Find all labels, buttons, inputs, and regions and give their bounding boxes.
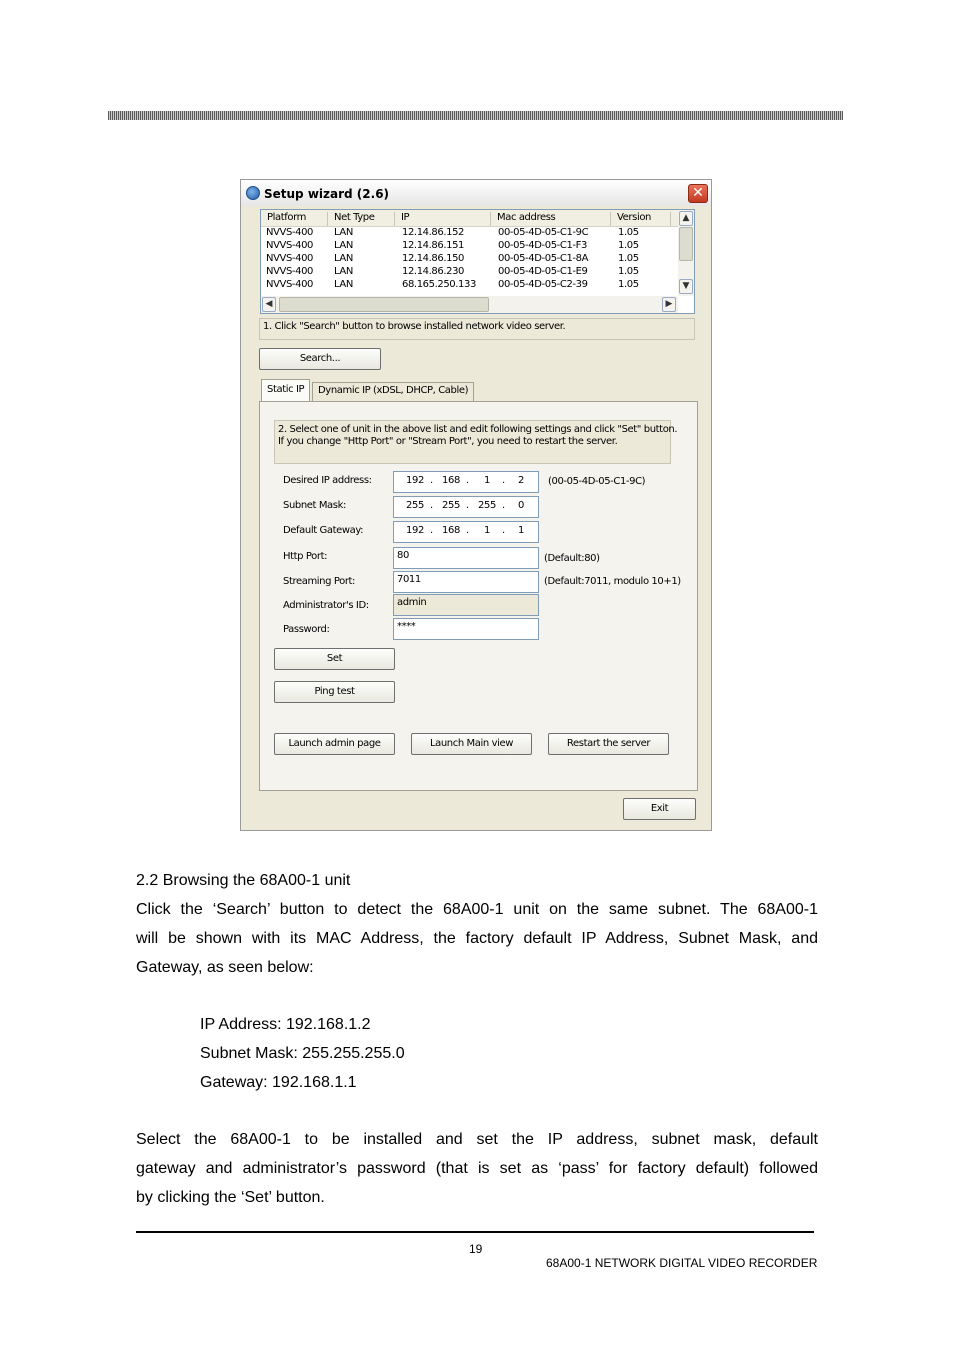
ip-octet-3: 1 bbox=[484, 475, 490, 486]
cell-net-type: LAN bbox=[334, 266, 353, 277]
step2-instruction bbox=[274, 420, 678, 464]
list-row[interactable] bbox=[261, 253, 678, 266]
section-heading: 2.2 Browsing the 68A00-1 unit bbox=[136, 872, 351, 889]
scroll-left-icon[interactable]: ◀ bbox=[262, 297, 276, 312]
setup-wizard-dialog bbox=[240, 179, 712, 831]
default-mask-line: Subnet Mask: 255.255.255.0 bbox=[200, 1045, 405, 1062]
list-row[interactable] bbox=[261, 279, 678, 292]
page-number: 19 bbox=[469, 1242, 483, 1256]
http-port-label: Http Port: bbox=[283, 551, 328, 562]
subnet-mask-label: Subnet Mask: bbox=[283, 500, 346, 511]
column-mac-address[interactable]: Mac address bbox=[491, 212, 611, 226]
cell-net-type: LAN bbox=[334, 253, 353, 264]
cell-platform: NVVS-400 bbox=[266, 240, 314, 251]
footer-product-name: 68A00-1 NETWORK DIGITAL VIDEO RECORDER bbox=[546, 1256, 818, 1270]
mask-octet-2: 255 bbox=[442, 500, 460, 511]
column-ip[interactable]: IP bbox=[395, 212, 491, 226]
scroll-up-icon[interactable]: ▲ bbox=[679, 211, 693, 226]
cell-version: 1.05 bbox=[618, 266, 639, 277]
exit-button[interactable]: Exit bbox=[623, 798, 696, 820]
tab-dynamic-ip[interactable]: Dynamic IP (xDSL, DHCP, Cable) bbox=[312, 382, 474, 401]
streaming-port-input[interactable]: 7011 bbox=[393, 571, 539, 593]
ip-octet-4: 2 bbox=[518, 475, 524, 486]
ping-test-button[interactable]: Ping test bbox=[274, 681, 395, 703]
cell-ip: 68.165.250.133 bbox=[402, 279, 476, 290]
footer-rule bbox=[136, 1231, 814, 1233]
list-row[interactable] bbox=[261, 266, 678, 279]
streaming-port-hint: (Default:7011, modulo 10+1) bbox=[544, 576, 681, 587]
admin-id-label: Administrator's ID: bbox=[283, 600, 369, 611]
list-row[interactable] bbox=[261, 227, 678, 240]
launch-main-view-button[interactable]: Launch Main view bbox=[411, 733, 532, 755]
step2-line-2: If you change "Http Port" or "Stream Port", you need to restart the server. bbox=[278, 436, 618, 447]
paragraph-select bbox=[136, 1125, 818, 1212]
mask-octet-1: 255 bbox=[406, 500, 424, 511]
paragraph-line: by clicking the ‘Set’ button. bbox=[136, 1189, 325, 1206]
cell-ip: 12.14.86.152 bbox=[402, 227, 464, 238]
gateway-octet-2: 168 bbox=[442, 525, 460, 536]
vertical-scrollbar[interactable] bbox=[678, 210, 694, 296]
ip-address-input[interactable] bbox=[393, 471, 539, 493]
octet-separator: . bbox=[466, 525, 469, 536]
cell-platform: NVVS-400 bbox=[266, 266, 314, 277]
column-net-type[interactable]: Net Type bbox=[328, 212, 395, 226]
cell-ip: 12.14.86.150 bbox=[402, 253, 464, 264]
ip-address-label: Desired IP address: bbox=[283, 475, 372, 486]
cell-version: 1.05 bbox=[618, 253, 639, 264]
password-label: Password: bbox=[283, 624, 330, 635]
gateway-octet-3: 1 bbox=[484, 525, 490, 536]
default-ip-line: IP Address: 192.168.1.2 bbox=[200, 1016, 371, 1033]
admin-id-input[interactable]: admin bbox=[393, 594, 539, 616]
cell-net-type: LAN bbox=[334, 279, 353, 290]
ip-octet-2: 168 bbox=[442, 475, 460, 486]
default-gateway-input[interactable] bbox=[393, 521, 539, 543]
default-gateway-label: Default Gateway: bbox=[283, 525, 364, 536]
cell-net-type: LAN bbox=[334, 227, 353, 238]
cell-mac-address: 00-05-4D-05-C1-F3 bbox=[498, 240, 587, 251]
cell-version: 1.05 bbox=[618, 279, 639, 290]
restart-server-button[interactable]: Restart the server bbox=[548, 733, 669, 755]
http-port-input[interactable]: 80 bbox=[393, 547, 539, 569]
cell-mac-address: 00-05-4D-05-C1-8A bbox=[498, 253, 589, 264]
password-input[interactable]: **** bbox=[393, 618, 539, 640]
close-icon[interactable]: ✕ bbox=[688, 184, 708, 203]
list-row[interactable] bbox=[261, 240, 678, 253]
paragraph-search bbox=[136, 895, 818, 982]
cell-ip: 12.14.86.230 bbox=[402, 266, 464, 277]
octet-separator: . bbox=[502, 475, 505, 486]
cell-version: 1.05 bbox=[618, 227, 639, 238]
scroll-down-icon[interactable]: ▼ bbox=[679, 279, 693, 294]
step2-line-1: 2. Select one of unit in the above list and edit following settings and click "Set" button. bbox=[278, 424, 678, 435]
paragraph-line: Gateway, as seen below: bbox=[136, 959, 314, 976]
octet-separator: . bbox=[502, 500, 505, 511]
horizontal-scrollbar[interactable] bbox=[261, 296, 678, 313]
cell-mac-address: 00-05-4D-05-C1-E9 bbox=[498, 266, 588, 277]
paragraph-line: Select the 68A00-1 to be installed and set the IP address, subnet mask, default bbox=[136, 1131, 818, 1148]
cell-mac-address: 00-05-4D-05-C2-39 bbox=[498, 279, 588, 290]
cell-net-type: LAN bbox=[334, 240, 353, 251]
octet-separator: . bbox=[430, 475, 433, 486]
server-list[interactable] bbox=[260, 209, 695, 314]
horizontal-scroll-thumb[interactable] bbox=[279, 297, 489, 312]
step1-instruction: 1. Click "Search" button to browse installed network video server. bbox=[259, 318, 695, 340]
mask-octet-4: 0 bbox=[518, 500, 524, 511]
launch-admin-page-button[interactable]: Launch admin page bbox=[274, 733, 395, 755]
window-title: Setup wizard (2.6) bbox=[264, 187, 390, 201]
cell-version: 1.05 bbox=[618, 240, 639, 251]
octet-separator: . bbox=[430, 525, 433, 536]
http-port-hint: (Default:80) bbox=[544, 553, 600, 564]
cell-platform: NVVS-400 bbox=[266, 227, 314, 238]
column-platform[interactable]: Platform bbox=[261, 212, 328, 226]
app-icon bbox=[246, 186, 260, 200]
octet-separator: . bbox=[430, 500, 433, 511]
search-button[interactable]: Search... bbox=[259, 348, 381, 370]
cell-platform: NVVS-400 bbox=[266, 279, 314, 290]
paragraph-line: Click the ‘Search’ button to detect the 68A00-1 unit on the same subnet. The 68A00-1 bbox=[136, 901, 818, 918]
gateway-octet-4: 1 bbox=[518, 525, 524, 536]
cell-ip: 12.14.86.151 bbox=[402, 240, 464, 251]
column-version[interactable]: Version bbox=[611, 212, 671, 226]
ip-octet-1: 192 bbox=[406, 475, 424, 486]
octet-separator: . bbox=[466, 500, 469, 511]
octet-separator: . bbox=[466, 475, 469, 486]
subnet-mask-input[interactable] bbox=[393, 496, 539, 518]
vertical-scroll-thumb[interactable] bbox=[679, 227, 693, 261]
default-gateway-line: Gateway: 192.168.1.1 bbox=[200, 1074, 357, 1091]
list-header bbox=[261, 210, 678, 227]
cell-mac-address: 00-05-4D-05-C1-9C bbox=[498, 227, 589, 238]
streaming-port-label: Streaming Port: bbox=[283, 576, 356, 587]
set-button[interactable]: Set bbox=[274, 648, 395, 670]
paragraph-line: will be shown with its MAC Address, the factory default IP Address, Subnet Mask, and bbox=[136, 930, 818, 947]
mask-octet-3: 255 bbox=[478, 500, 496, 511]
paragraph-line: gateway and administrator’s password (that is set as ‘pass’ for factory default) followed bbox=[136, 1160, 818, 1177]
tab-static-ip[interactable]: Static IP bbox=[261, 379, 310, 401]
octet-separator: . bbox=[502, 525, 505, 536]
mac-address-hint: (00-05-4D-05-C1-9C) bbox=[548, 476, 646, 487]
title-bar[interactable] bbox=[241, 180, 711, 206]
header-decorative-bar bbox=[108, 111, 843, 120]
gateway-octet-1: 192 bbox=[406, 525, 424, 536]
cell-platform: NVVS-400 bbox=[266, 253, 314, 264]
scroll-right-icon[interactable]: ▶ bbox=[662, 297, 676, 312]
